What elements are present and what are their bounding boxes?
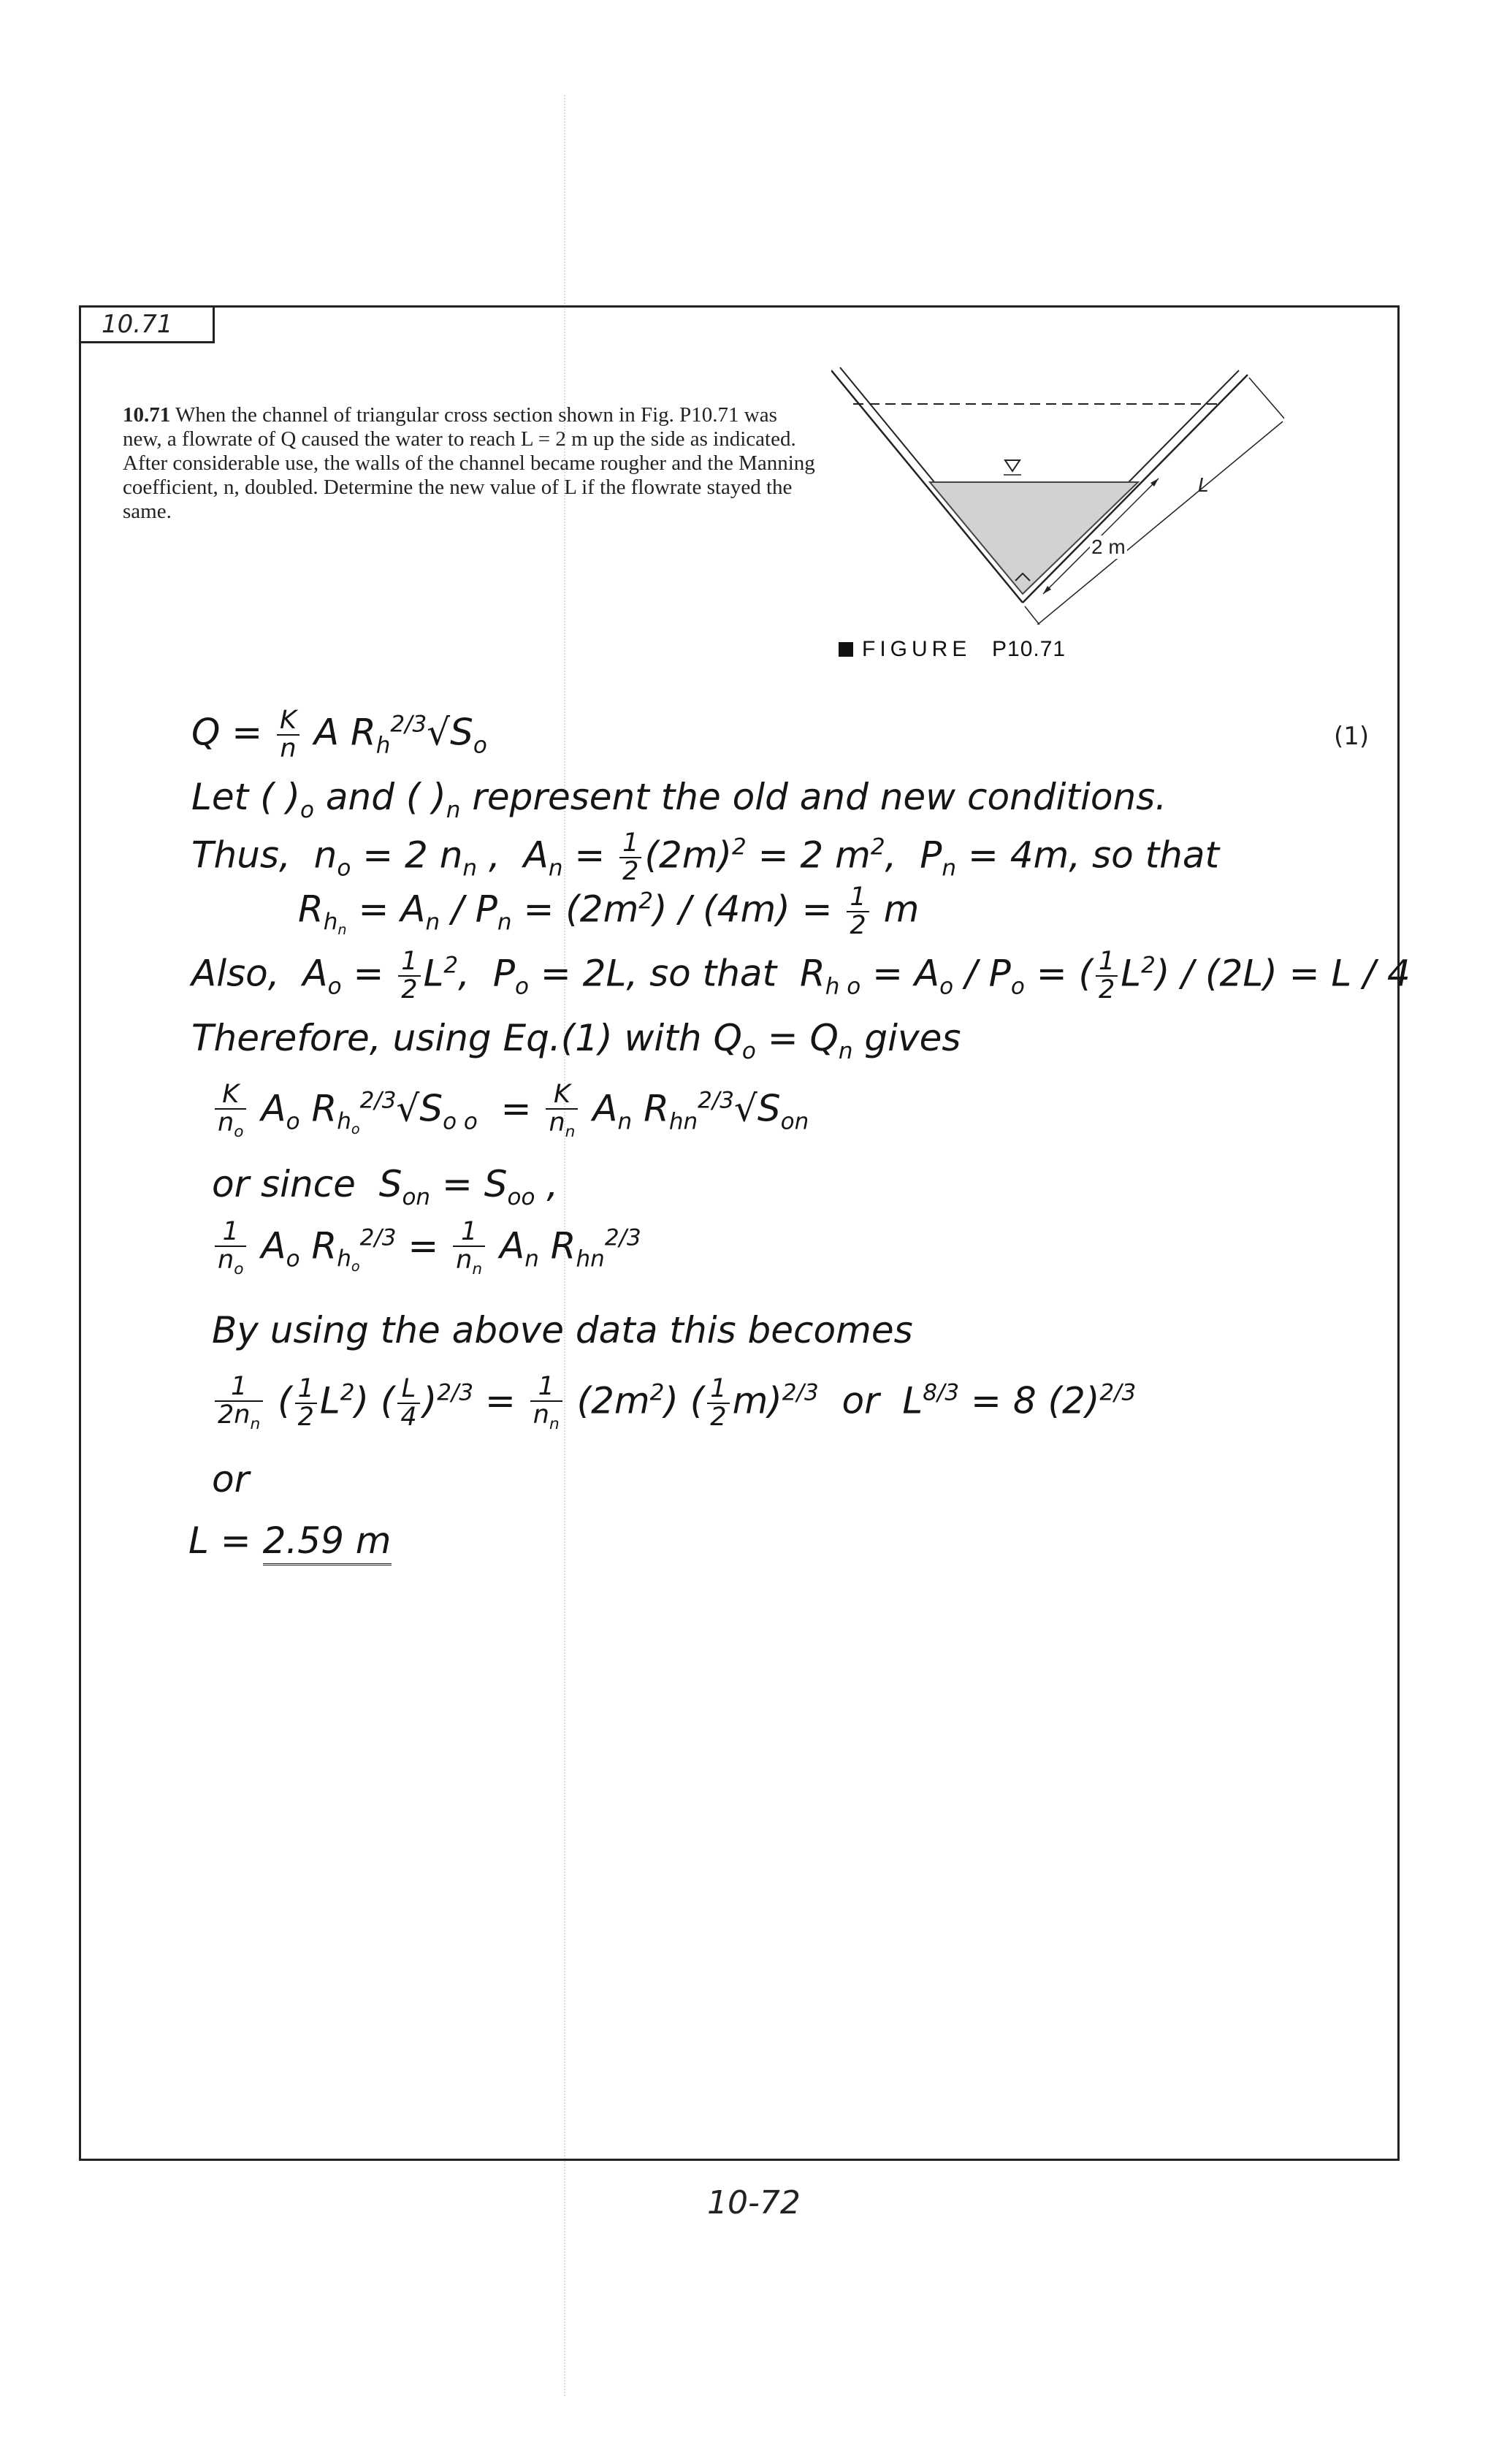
problem-number: 10.71: [123, 403, 171, 427]
line-or-since: or since $S_{on} = S_{oo}$ ,: [212, 1163, 559, 1210]
eq-manning: Q = $\frac{K}{n}$ A $R_h^{2/3}√S_o$: [191, 706, 487, 763]
figure-label-2m: 2 m: [1091, 535, 1126, 558]
figure-caption: [839, 637, 1066, 662]
figure-label-L: L: [1198, 475, 1209, 497]
problem-statement: [123, 403, 817, 524]
channel-figure: [831, 362, 1284, 625]
caption-word: FIGURE: [862, 637, 972, 661]
line-rhn: $R_{h_n} = A_n / P_n = (2m^2) / (4m)$ = $\frac{1}{2}$ m: [298, 882, 920, 940]
line-therefore: Therefore, using Eq.(1) with $Q_o = Q_n$ gives: [191, 1017, 961, 1064]
eq-ratio-1: $\frac{K}{n_o}$ $A_o$ $R_{h_o}^{2/3}√S_{o o}$ = $\frac{K}{n_n}$ $A_n$ $R_{hn}^{2/3}√S_{on}$: [212, 1081, 809, 1141]
eq-final: $\frac{1}{2n_n}$ ( $\frac{1}{2}$ $L^2$) ( $\frac{L}{4}$ )$^{2/3}$ = $\frac{1}{n_n}$ $(2m^2)$ ( $\frac{1}{2}$ m)$^{2/3}$ or $L^{8/3} = 8$ $(2)^{2/3}$: [212, 1373, 1136, 1433]
answer-value: 2.59 m: [263, 1519, 392, 1565]
page-number: 10-72: [707, 2184, 801, 2221]
line-thus: Thus, $n_o = 2$ $n_n$ , $A_n$ = $\frac{1}{2}$ $(2m)^2 = 2$ $m^2$, $P_n = 4m$, so that: [191, 828, 1220, 886]
eq-ratio-2: $\frac{1}{n_o}$ $A_o$ $R_{h_o}^{2/3}$ = $\frac{1}{n_n}$ $A_n$ $R_{hn}^{2/3}$: [212, 1218, 641, 1278]
or-since-text: or since: [212, 1163, 356, 1205]
answer: [188, 1519, 392, 1565]
line-or: or: [212, 1458, 250, 1500]
eq1-number: (1): [1334, 722, 1370, 751]
caption-number: P10.71: [992, 637, 1066, 661]
therefore-text: Therefore, using Eq.(1) with Q: [191, 1017, 742, 1059]
problem-tab: 10.71: [79, 305, 215, 343]
line-by-using: By using the above data this becomes: [212, 1309, 913, 1351]
problem-text: When the channel of triangular cross section shown in Fig. P10.71 was new, a flowrate of Q caused the water to reach L = 2 m up the side as indicated. After considerable use, the walls of the channel became rougher and the Manning coefficient, n, doubled. Determine the new value of L if the flowrate stayed the same.: [123, 403, 815, 523]
let-rest-text: represent the old and new conditions.: [472, 776, 1167, 818]
answer-lhs: L =: [188, 1519, 251, 1562]
caption-square-icon: [839, 642, 853, 657]
let-text: Let ( ): [191, 776, 301, 818]
line-let: Let ( )$_o$ and ( )$_n$ represent the old and new conditions.: [191, 776, 1167, 823]
line-also: Also, $A_o$ = $\frac{1}{2}$ $L^2$, $P_o = 2L$, so that $R_{h o} = A_o / P_o$ = ( $\frac{1}{2}$ $L^2) / (2L) = L / 4$: [191, 947, 1411, 1004]
therefore-rest-text: gives: [864, 1017, 961, 1059]
